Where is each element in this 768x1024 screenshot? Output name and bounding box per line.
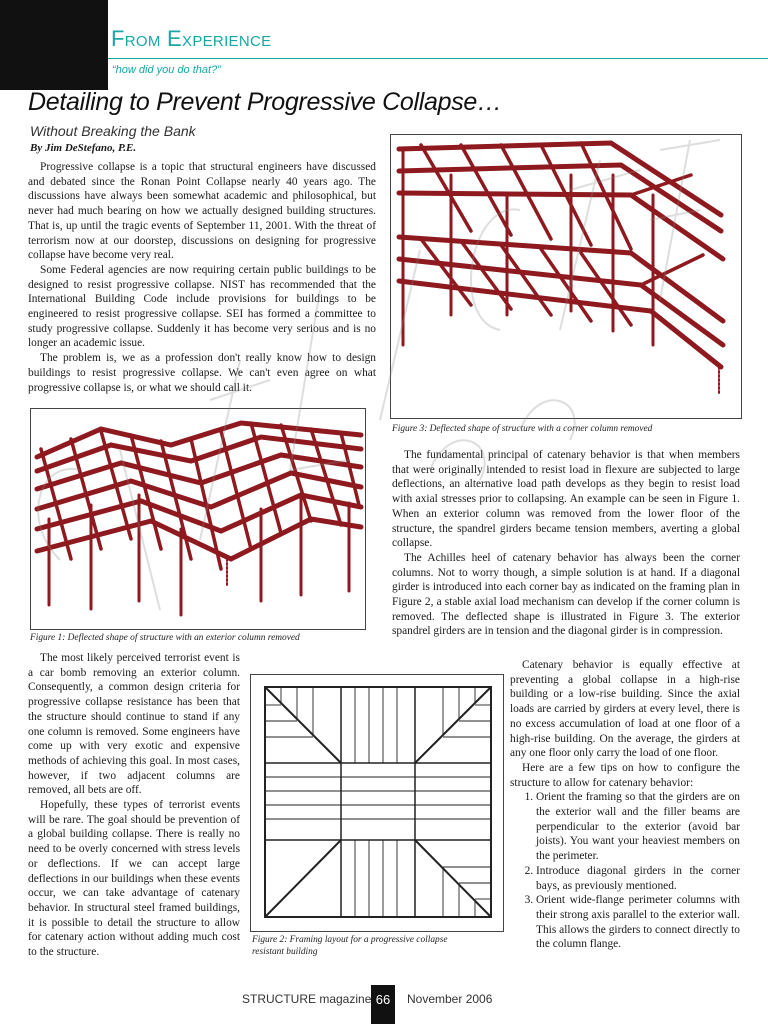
figure-1-caption: Figure 1: Deflected shape of structure with an exterior column removed [30,633,300,643]
paragraph: Some Federal agencies are now requiring certain public buildings to be designed to resist progressive collapse. NIST has recommended that the International Building Code include provisions for buildings to be engineered to resist progressive collapse. SEI has formed a committee to study progressive collapse. Suddenly it has become very serious and is no longer an academic issue. [28,263,376,350]
paragraph: Hopefully, these types of terrorist events will be rare. The goal should be prevention of a global building collapse. There is really no need to be overly concerned with stress levels or deflections. If we can accept large deflections in our buildings when these events occur, we can take advantage of catenary behavior. In structural steel framed buildings, it is possible to detail the structure to allow for catenary action without adding much cost to the structure. [28,799,240,959]
figure-3-caption: Figure 3: Deflected shape of structure with a corner column removed [392,424,653,434]
list-item: 3. Orient wide-flange perimeter columns with their strong axis parallel to the exterior wall. This allows the girders to connect directly to the column flange. [536,893,740,952]
intro-text [28,160,376,395]
figure-3 [390,134,742,419]
list-item: 2. Introduce diagonal girders in the corner bays, as previously mentioned. [536,864,740,893]
header-rule [108,58,768,59]
figure-1 [30,408,366,630]
corner-block [0,0,108,90]
list-item: 1. Orient the framing so that the girders are on the exterior wall and the filler beams are perpendicular to the exterior (avoid bar joists). You want your heaviest members on the perimeter. [536,790,740,864]
paragraph: The problem is, we as a profession don't really know how to design buildings to resist progressive collapse. We can't even agree on what progressive collapse is, or what we should call it. [28,352,376,394]
paragraph: Catenary behavior is equally effective at preventing a global collapse in a high-rise building or a low-rise building. Since the axial loads are carried by girders at every level, there is no excess accumulation of load at one floor of a high-rise building. On the average, the girders at any one floor only carry the load of one floor. [510,659,740,760]
section-title: From Experience [111,26,272,51]
body-text-tips [510,658,740,952]
deflected-structure-image [31,409,365,629]
body-text-left [28,651,240,960]
body-text-right [392,448,740,639]
footer-date: November 2006 [407,992,493,1006]
byline: By Jim DeStefano, P.E. [30,142,137,154]
corner-removed-structure-image [391,135,741,418]
article-subtitle: Without Breaking the Bank [30,123,196,139]
figure-2-caption-line-2: resistant building [252,947,318,957]
figure-2-caption-line-1: Figure 2: Framing layout for a progressive collapse [252,935,448,945]
article-title: Detailing to Prevent Progressive Collapse… [28,88,502,116]
figure-2 [250,674,504,932]
footer-magazine: STRUCTURE magazine [242,992,372,1006]
paragraph: The Achilles heel of catenary behavior has always been the corner columns. Not to worry though, a simple solution is at hand. If a diagonal girder is introduced into each corner bay as indicated on the framing plan in Figure 2, a stable axial load mechanism can develop if the corner column is removed. The deflected shape is illustrated in Figure 3. The exterior spandrel girders are in tension and the diagonal girder is in compression. [392,551,740,638]
framing-plan-image [251,675,503,931]
page-number: 66 [371,985,395,1024]
tips-list [510,790,740,952]
paragraph: Here are a few tips on how to configure the structure to allow for catenary behavior: [510,761,740,789]
paragraph: Progressive collapse is a topic that structural engineers have discussed and debated since the Ronan Point Collapse nearly 40 years ago. The discussions have always been somewhat academic and philosophical, but never had much bearing on how we actually designed building structures. That is, up until the tragic events of September 11, 2001. With the threat of terrorism now at our doorstep, discussions on designing for progressive collapse have become very real. [28,161,376,262]
paragraph: The fundamental principal of catenary behavior is that when members that were originally intended to resist load in flexure are subjected to large deflections, an alternative load path develops as they begin to resist load with axial stresses prior to collapsing. An example can be seen in Figure 1. When an exterior column was removed from the lower floor of the structure, the spandrel girders became tension members, averting a global collapse. [392,449,740,550]
paragraph: The most likely perceived terrorist event is a car bomb removing an exterior column. Consequently, a common design criteria for progressive collapse resistance has been that the structure should continue to stand if any one column is removed. Some engineers have come up with very exotic and expensive methods of achieving this goal. In most cases, however, if two adjacent columns are removed, all bets are off. [28,652,240,797]
section-tagline: “how did you do that?” [112,64,221,76]
